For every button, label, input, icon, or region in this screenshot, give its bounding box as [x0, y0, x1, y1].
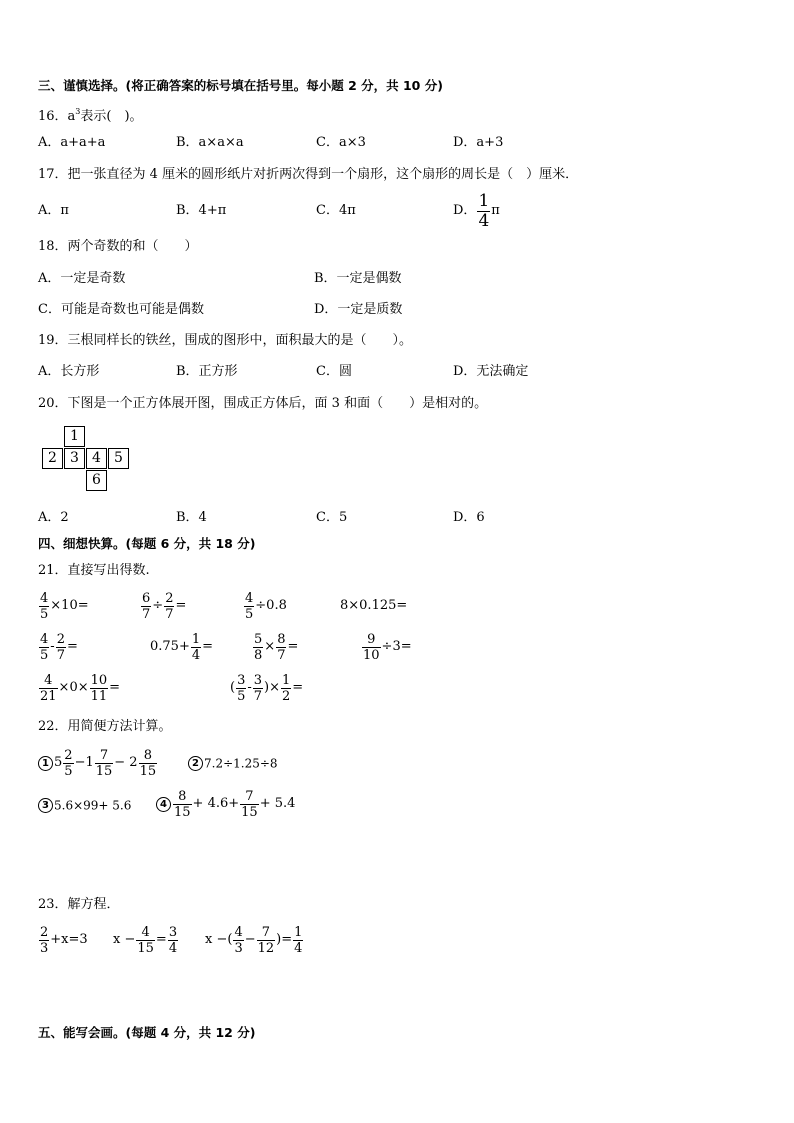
numerator: 8	[173, 789, 192, 805]
q22-calc-2	[188, 755, 278, 772]
operator: ÷	[152, 598, 164, 613]
numerator: 4	[136, 925, 155, 941]
operator: + 4.6+	[192, 796, 240, 811]
denominator: 5	[64, 763, 73, 779]
operator: −	[244, 932, 256, 947]
numerator: 1	[294, 924, 303, 940]
operator: =	[155, 932, 167, 947]
question-23: 23．解方程．	[38, 897, 120, 912]
operator: -	[247, 680, 252, 695]
cube-face-5: 5	[108, 448, 129, 469]
section-4-title: 四、细想快算。(每题 6 分，共 18 分)	[38, 536, 256, 551]
numerator: 4	[40, 590, 49, 606]
numerator: 2	[40, 924, 49, 940]
question-20: 20．下图是一个正方体展开图，围成正方体后，面 3 和面（ ）是相对的。	[38, 396, 488, 411]
expr-text: x −(	[205, 932, 233, 947]
expr-text: 5.6×99+ 5.6	[54, 798, 132, 813]
denominator: 5	[40, 606, 49, 622]
fraction	[257, 925, 276, 956]
q18-option-a: A．一定是奇数	[38, 271, 126, 286]
denominator: 5	[237, 688, 246, 704]
denominator: 7	[142, 606, 151, 622]
fraction	[233, 925, 243, 956]
q16-option-a: A．a+a+a	[38, 135, 106, 150]
q17-option-d-label: D．	[453, 203, 477, 218]
q16-suffix: 表示( )。	[80, 109, 143, 124]
q23-equation-2	[113, 922, 179, 959]
fraction	[477, 192, 490, 231]
fraction	[39, 925, 49, 956]
pi-symbol: π	[491, 203, 500, 218]
expr-text: ×10=	[50, 598, 89, 613]
q19-option-a: A．长方形	[38, 364, 100, 379]
numerator: 10	[90, 672, 108, 688]
cube-face-2: 2	[42, 448, 63, 469]
question-22: 22．用简便方法计算。	[38, 719, 172, 734]
numerator: 4	[40, 631, 49, 647]
operator: + 5.4	[259, 796, 296, 811]
q16-option-b: B．a×a×a	[176, 135, 244, 150]
fraction	[362, 632, 381, 663]
question-17: 17．把一张直径为 4 厘米的圆形纸片对折两次得到一个扇形，这个扇形的周长是（ ）厘米．	[38, 167, 579, 182]
numerator: 7	[240, 789, 259, 805]
q16-option-c: C．a×3	[316, 135, 366, 150]
denominator: 15	[139, 763, 157, 779]
expr-text: =	[292, 680, 304, 695]
expr-text: )=	[276, 932, 293, 947]
denominator: 7	[253, 688, 263, 704]
numerator: 5	[254, 631, 263, 647]
expr-text: =	[66, 639, 78, 654]
numerator: 7	[257, 925, 276, 941]
expr-text: (	[230, 680, 236, 695]
q16-prefix: 16．a	[38, 109, 76, 124]
fraction	[240, 789, 259, 820]
section-5-title: 五、能写会画。(每题 4 分，共 12 分)	[38, 1025, 256, 1040]
operator: − 2	[114, 755, 138, 770]
q22-calc-3	[38, 797, 131, 814]
q21-expr-6	[150, 629, 213, 666]
numerator: 2	[165, 590, 174, 606]
operator: -	[50, 639, 55, 654]
denominator: 5	[245, 606, 254, 622]
fraction	[168, 925, 178, 956]
expr-text: 0.75+	[150, 639, 190, 654]
denominator: 7	[277, 647, 286, 663]
fraction	[39, 673, 58, 704]
numerator: 1	[478, 190, 490, 211]
fraction	[281, 673, 291, 704]
q21-expr-1	[38, 588, 89, 625]
fraction	[253, 632, 263, 663]
expr-text: =	[175, 598, 187, 613]
numerator: 6	[142, 590, 151, 606]
q18-option-c: C．可能是奇数也可能是偶数	[38, 302, 204, 317]
q19-option-d: D．无法确定	[453, 364, 529, 379]
numerator: 3	[168, 924, 178, 940]
expr-text: )×	[264, 680, 281, 695]
q21-expr-3	[243, 588, 287, 625]
numerator: 2	[56, 631, 65, 647]
question-19: 19．三根同样长的铁丝，围成的图形中，面积最大的是（ ）。	[38, 333, 413, 348]
q18-option-d: D．一定是质数	[314, 302, 403, 317]
fraction	[39, 591, 49, 622]
q20-option-a: A．2	[38, 510, 69, 525]
numerator: 3	[237, 672, 246, 688]
numerator: 1	[282, 672, 291, 688]
fraction	[236, 673, 246, 704]
expr-text: 7.2÷1.25÷8	[204, 756, 278, 771]
section-3-title: 三、谨慎选择。(将正确答案的标号填在括号里。每小题 2 分，共 10 分)	[38, 78, 443, 93]
numerator: 4	[234, 924, 243, 940]
q21-expr-8	[361, 629, 412, 666]
q21-expr-7	[252, 629, 298, 666]
numerator: 2	[64, 747, 73, 763]
q19-option-b: B．正方形	[176, 364, 238, 379]
numerator: 1	[191, 631, 201, 647]
numerator: 4	[245, 590, 254, 606]
cube-face-1: 1	[64, 426, 85, 447]
q20-option-b: B．4	[176, 510, 207, 525]
numerator: 8	[139, 748, 158, 764]
fraction	[276, 632, 286, 663]
q21-expr-10	[230, 670, 303, 707]
denominator: 3	[40, 940, 49, 956]
fraction	[293, 925, 303, 956]
denominator: 5	[40, 647, 49, 663]
numerator: 9	[362, 632, 381, 648]
denominator: 15	[95, 763, 113, 779]
q17-option-a: A．π	[38, 203, 69, 218]
q21-expr-5	[38, 629, 78, 666]
denominator: 3	[234, 940, 243, 956]
q20-option-d: D．6	[453, 510, 485, 525]
q17-option-c: C．4π	[316, 203, 356, 218]
fraction	[173, 789, 192, 820]
question-18: 18．两个奇数的和（ ）	[38, 239, 198, 254]
whole-part: 5	[54, 755, 63, 770]
fraction	[63, 748, 73, 779]
denominator: 21	[40, 688, 57, 704]
circled-number-3: 3	[38, 798, 53, 813]
numerator: 4	[39, 673, 58, 689]
denominator: 12	[257, 940, 275, 956]
circled-number-1: 1	[38, 756, 53, 771]
expr-text: x −	[113, 932, 136, 947]
denominator: 15	[137, 940, 154, 956]
fraction	[90, 673, 109, 704]
denominator: 4	[191, 647, 201, 663]
q23-equation-1	[38, 922, 88, 959]
question-21: 21．直接写出得数.	[38, 563, 150, 578]
fraction	[56, 632, 66, 663]
q18-option-b: B．一定是偶数	[314, 271, 402, 286]
expr-text: =	[109, 680, 121, 695]
numerator: 8	[277, 631, 286, 647]
numerator: 3	[253, 672, 263, 688]
operator: ×0×	[58, 680, 89, 695]
fraction	[39, 632, 49, 663]
expr-text: =	[287, 639, 299, 654]
denominator: 11	[90, 688, 108, 704]
q16-superscript: 3	[75, 107, 81, 116]
denominator: 4	[478, 210, 490, 231]
fraction	[191, 632, 201, 663]
fraction	[244, 591, 254, 622]
operator: −1	[74, 755, 94, 770]
q21-expr-9	[38, 670, 120, 707]
denominator: 7	[56, 647, 65, 663]
denominator: 4	[294, 940, 303, 956]
expr-text: +x=3	[50, 932, 88, 947]
cube-face-3: 3	[64, 448, 85, 469]
operator: ×	[264, 639, 276, 654]
circled-number-2: 2	[188, 756, 203, 771]
cube-face-6: 6	[86, 470, 107, 491]
q21-expr-4: 8×0.125=	[340, 598, 408, 613]
q22-calc-1	[38, 745, 158, 782]
q20-option-c: C．5	[316, 510, 348, 525]
expr-text: =	[202, 639, 214, 654]
question-16	[38, 104, 143, 125]
q23-equation-3	[205, 922, 304, 959]
fraction	[141, 591, 151, 622]
q16-option-d: D．a+3	[453, 135, 504, 150]
fraction	[136, 925, 155, 956]
q21-expr-2	[140, 588, 186, 625]
q17-option-b: B．4+π	[176, 203, 227, 218]
fraction	[95, 748, 114, 779]
expr-text: ÷0.8	[255, 598, 287, 613]
denominator: 15	[174, 804, 191, 820]
denominator: 15	[241, 804, 258, 820]
q17-option-d	[453, 190, 500, 233]
denominator: 8	[254, 647, 263, 663]
fraction	[139, 748, 158, 779]
denominator: 10	[363, 647, 380, 663]
denominator: 7	[165, 606, 174, 622]
expr-text: ÷3=	[381, 639, 412, 654]
q22-calc-4	[156, 786, 295, 823]
circled-number-4: 4	[156, 797, 171, 812]
denominator: 4	[168, 940, 178, 956]
cube-face-4: 4	[86, 448, 107, 469]
fraction	[253, 673, 263, 704]
denominator: 2	[282, 688, 291, 704]
q19-option-c: C．圆	[316, 364, 352, 379]
fraction	[164, 591, 174, 622]
numerator: 7	[95, 748, 114, 764]
